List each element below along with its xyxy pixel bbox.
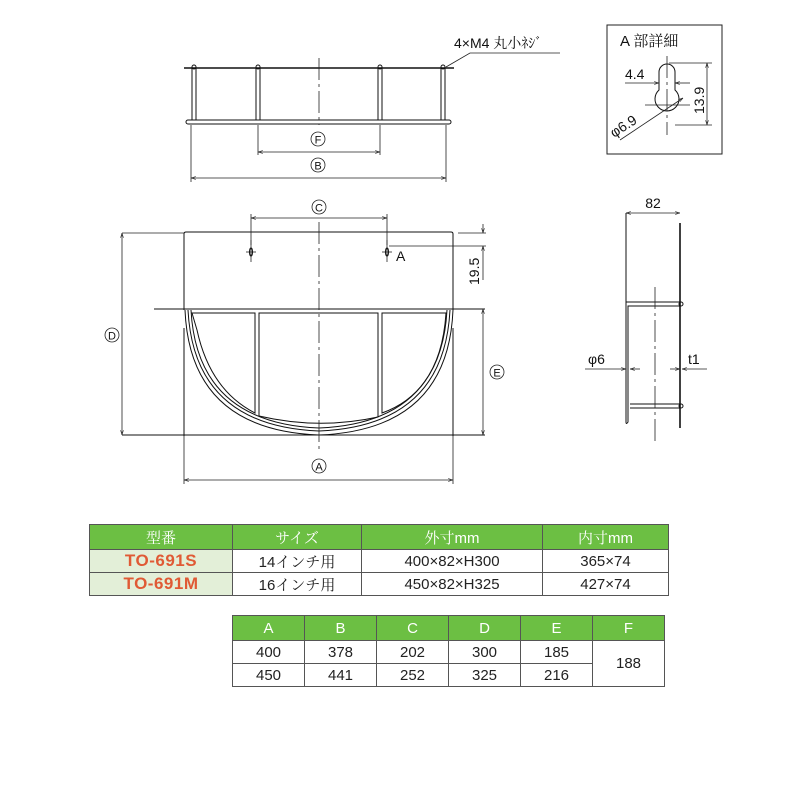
table-row <box>90 550 669 573</box>
col-f: F <box>593 616 665 641</box>
cell-c: 252 <box>377 664 449 687</box>
screw-callout: 4×M4 丸小ﾈｼﾞ <box>454 35 543 51</box>
front-view <box>105 200 504 484</box>
col-outer: 外寸mm <box>362 525 543 550</box>
detail-diameter: φ6.9 <box>606 111 640 141</box>
cell-d: 300 <box>449 641 521 664</box>
models-table <box>89 524 669 596</box>
cell-c: 202 <box>377 641 449 664</box>
cell-a: 400 <box>233 641 305 664</box>
cell-e: 216 <box>521 664 593 687</box>
detail-height: 13.9 <box>691 86 707 114</box>
size-cell: 16インチ用 <box>233 573 362 596</box>
model-code: TO-691S <box>90 550 233 573</box>
outer-cell: 450×82×H325 <box>362 573 543 596</box>
detail-a-box <box>607 25 722 154</box>
inner-cell: 365×74 <box>543 550 669 573</box>
wire-diameter: φ6 <box>588 351 605 367</box>
col-b: B <box>305 616 377 641</box>
dim-19-5: 19.5 <box>466 257 482 285</box>
dimensions-table <box>232 615 665 687</box>
col-inner: 内寸mm <box>543 525 669 550</box>
dim-label-b: B <box>314 160 322 173</box>
dim-label-a: A <box>315 461 323 474</box>
cell-f: 188 <box>593 641 665 687</box>
col-e: E <box>521 616 593 641</box>
detail-width: 4.4 <box>625 66 645 82</box>
top-view-wires <box>192 65 445 120</box>
cell-b: 441 <box>305 664 377 687</box>
col-model: 型番 <box>90 525 233 550</box>
models-table-header <box>90 525 669 550</box>
side-view <box>585 195 707 442</box>
table-row <box>90 573 669 596</box>
model-code: TO-691M <box>90 573 233 596</box>
dim-label-e: E <box>493 367 501 380</box>
dims-table-header <box>233 616 665 641</box>
col-size: サイズ <box>233 525 362 550</box>
cell-e: 185 <box>521 641 593 664</box>
dim-label-d: D <box>108 330 116 343</box>
top-view <box>184 35 560 182</box>
col-d: D <box>449 616 521 641</box>
col-a: A <box>233 616 305 641</box>
outer-cell: 400×82×H300 <box>362 550 543 573</box>
col-c: C <box>377 616 449 641</box>
side-depth: 82 <box>645 195 661 211</box>
dim-label-c: C <box>315 202 323 215</box>
detail-a-title: A 部詳細 <box>620 33 679 50</box>
cell-b: 378 <box>305 641 377 664</box>
size-cell: 14インチ用 <box>233 550 362 573</box>
cell-d: 325 <box>449 664 521 687</box>
table-row <box>233 641 665 664</box>
cell-a: 450 <box>233 664 305 687</box>
dim-label-f: F <box>314 134 322 147</box>
detail-ref-a: A <box>396 248 406 264</box>
inner-cell: 427×74 <box>543 573 669 596</box>
plate-thickness: t1 <box>688 351 700 367</box>
